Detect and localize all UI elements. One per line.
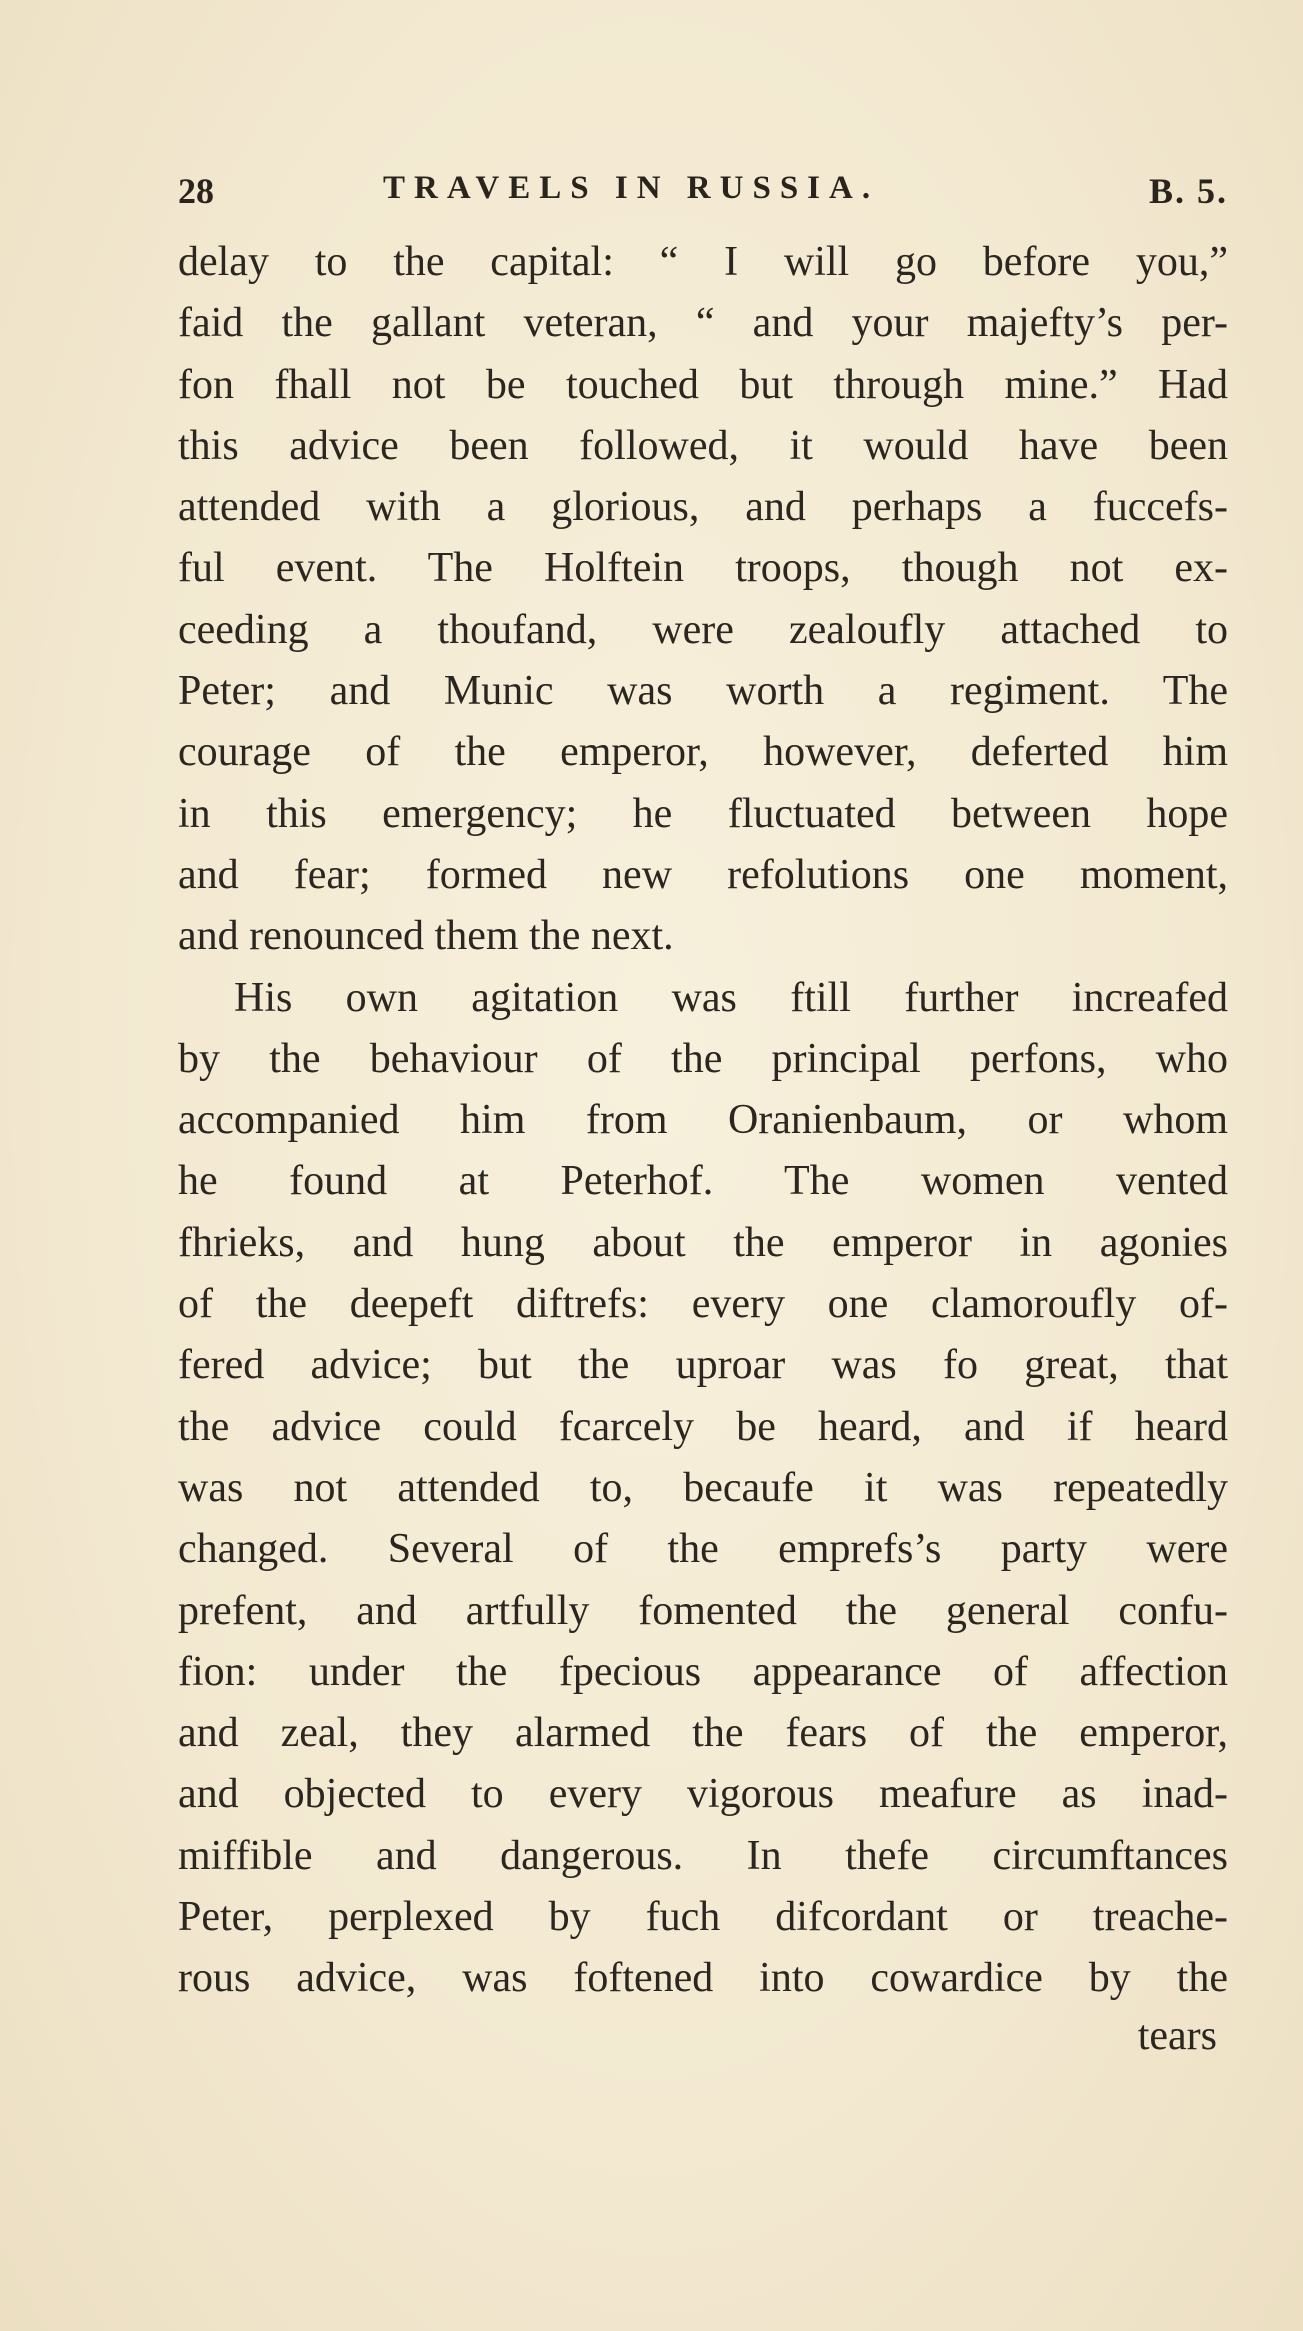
text-line: attended with a glorious, and perhaps a fuccefs- — [178, 484, 1228, 531]
text-line: accompanied him from Oranienbaum, or whom — [178, 1097, 1228, 1144]
text-line: ceeding a thoufand, were zealoufly attached to — [178, 606, 1228, 653]
text-line: changed. Several of the emprefs’s party were — [178, 1526, 1228, 1573]
text-line: and zeal, they alarmed the fears of the emperor, — [178, 1710, 1228, 1757]
text-line: and objected to every vigorous meafure as inad- — [178, 1771, 1228, 1818]
body-text — [178, 232, 1228, 2010]
text-line: delay to the capital: “ I will go before you,” — [178, 239, 1228, 285]
text-line: ful event. The Holftein troops, though not ex- — [178, 545, 1228, 592]
text-line: the advice could fcarcely be heard, and if heard — [178, 1403, 1228, 1450]
text-line: fered advice; but the uproar was fo great, that — [178, 1342, 1228, 1389]
text-line: was not attended to, becaufe it was repeatedly — [178, 1464, 1228, 1511]
text-line: prefent, and artfully fomented the general confu- — [178, 1587, 1228, 1634]
text-line: he found at Peterhof. The women vented — [178, 1158, 1228, 1205]
text-line: in this emergency; he fluctuated between hope — [178, 790, 1228, 837]
text-line: this advice been followed, it would have been — [178, 422, 1228, 469]
book-section: B. 5. — [1148, 171, 1228, 211]
running-head — [178, 170, 1228, 222]
text-line: fhrieks, and hung about the emperor in agonies — [178, 1219, 1228, 1266]
text-line: faid the gallant veteran, “ and your majefty’s per- — [178, 300, 1228, 347]
text-line: and fear; formed new refolutions one moment, — [178, 851, 1228, 898]
text-line: of the deepeft diftrefs: every one clamoroufly of- — [178, 1281, 1228, 1328]
page-number: 28 — [178, 171, 214, 211]
catchword: tears — [1137, 2013, 1217, 2059]
text-line: fon fhall not be touched but through mine.” Had — [178, 361, 1228, 408]
text-line: His own agitation was ftill further increafed — [234, 974, 1228, 1021]
text-line: miffible and dangerous. In thefe circumftances — [178, 1832, 1228, 1879]
text-line: Peter; and Munic was worth a regiment. The — [178, 668, 1228, 715]
text-line: fion: under the fpecious appearance of affection — [178, 1648, 1228, 1695]
text-line: by the behaviour of the principal perfons, who — [178, 1035, 1228, 1082]
text-line: rous advice, was foftened into cowardice by the — [178, 1955, 1228, 2002]
text-line: courage of the emperor, however, deferted him — [178, 729, 1228, 776]
text-line: Peter, perplexed by fuch difcordant or treache- — [178, 1894, 1228, 1941]
running-title: TRAVELS IN RUSSIA. — [383, 170, 880, 206]
text-line: and renounced them the next. — [178, 913, 674, 960]
